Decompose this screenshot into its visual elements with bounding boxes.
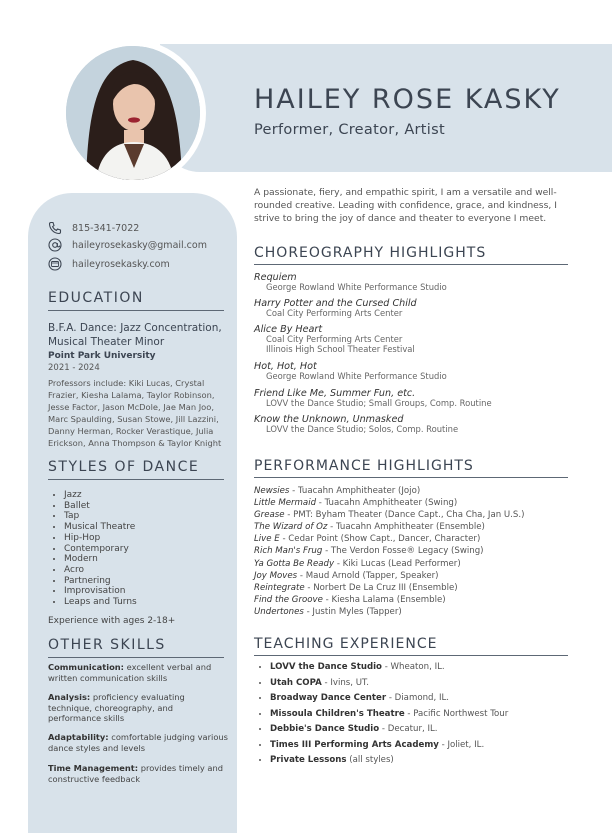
show-title: Rich Man's Frug — [254, 546, 323, 557]
skill-text: excellent verbal and written communication skills — [48, 662, 212, 683]
list-item: • Improvisation — [64, 586, 137, 597]
list-item — [254, 545, 574, 557]
email-address[interactable]: haileyrosekasky@gmail.com — [72, 239, 207, 251]
show-title: Find the Groove — [254, 594, 323, 605]
list-item — [254, 558, 574, 570]
list-item: • Modern — [64, 554, 137, 565]
phone-icon — [48, 221, 62, 235]
education-heading: EDUCATION — [48, 290, 144, 306]
teaching-list — [258, 660, 508, 769]
show-venue: - Cedar Point (Show Capt., Dancer, Character) — [279, 534, 481, 545]
piece-detail: George Rowland White Performance Studio — [266, 371, 447, 381]
teaching-place: Private Lessons — [270, 755, 347, 765]
list-item: • Partnering — [64, 576, 137, 587]
piece-detail: LOVV the Dance Studio; Solos, Comp. Routine — [266, 424, 459, 434]
performance-heading: PERFORMANCE HIGHLIGHTS — [254, 458, 474, 474]
list-item: • Tap — [64, 511, 137, 522]
show-title: Reintegrate — [254, 582, 305, 593]
choreography-item — [254, 272, 574, 293]
show-title: Joy Moves — [254, 570, 298, 581]
list-item — [254, 606, 574, 618]
piece-title: Hot, Hot, Hot — [254, 361, 317, 372]
list-item — [270, 676, 508, 692]
show-venue: - Justin Myles (Tapper) — [303, 606, 402, 617]
skill-time-management — [48, 763, 228, 784]
phone-number: 815-341-7022 — [72, 222, 140, 234]
list-item — [254, 509, 574, 521]
teaching-location: (all styles) — [346, 755, 394, 765]
styles-list — [52, 490, 137, 608]
show-venue: - Norbert De La Cruz III (Ensemble) — [304, 582, 458, 593]
teaching-heading: TEACHING EXPERIENCE — [254, 636, 438, 652]
show-venue: - Maud Arnold (Tapper, Speaker) — [297, 570, 439, 581]
skill-analysis — [48, 692, 228, 724]
contact-email — [48, 238, 207, 252]
profile-photo — [66, 46, 200, 180]
teaching-place: LOVV the Dance Studio — [270, 662, 382, 672]
choreography-divider — [254, 264, 568, 265]
teaching-place: Missoula Children's Theatre — [270, 708, 405, 719]
piece-detail: LOVV the Dance Studio; Small Groups, Comp. Routine — [266, 398, 492, 408]
skill-text: provides timely and constructive feedback — [48, 763, 224, 784]
show-venue: - Tuacahn Amphitheater (Ensemble) — [327, 522, 485, 533]
piece-title: Requiem — [254, 272, 297, 283]
list-item — [254, 521, 574, 533]
show-venue: - Kiki Lucas (Lead Performer) — [334, 558, 461, 569]
list-item — [254, 582, 574, 594]
show-title: Newsies — [254, 486, 290, 496]
list-item — [254, 594, 574, 606]
piece-title: Know the Unknown, Unmasked — [254, 414, 404, 425]
show-title: Grease — [254, 510, 285, 521]
email-at-icon — [48, 238, 62, 252]
contact-website — [48, 257, 170, 271]
list-item — [270, 707, 508, 723]
teaching-location: - Decatur, IL. — [379, 724, 438, 734]
teaching-location: - Ivins, UT. — [321, 677, 369, 688]
choreography-item — [254, 388, 574, 409]
skill-text: proficiency evaluating technique, choreography, and performance skills — [48, 692, 185, 723]
skill-label: Adaptability: — [48, 732, 109, 742]
list-item: • Acro — [64, 565, 137, 576]
skill-label: Time Management: — [48, 763, 139, 773]
list-item: • Musical Theatre — [64, 522, 137, 533]
choreography-heading: CHOREOGRAPHY HIGHLIGHTS — [254, 245, 487, 261]
piece-title: Friend Like Me, Summer Fun, etc. — [254, 388, 416, 399]
piece-detail: Coal City Performing Arts Center — [266, 334, 403, 344]
teaching-location: - Joliet, IL. — [438, 739, 485, 750]
teaching-location: - Pacific Northwest Tour — [404, 708, 509, 719]
teaching-place: Utah COPA — [270, 677, 322, 688]
list-item — [270, 722, 508, 738]
show-venue: - PMT: Byham Theater (Dance Capt., Cha Cha, Jan U.S.) — [284, 510, 525, 521]
show-title: Little Mermaid — [254, 498, 317, 509]
degree: B.F.A. Dance: Jazz Concentration, Musical Theater Minor — [48, 322, 222, 348]
piece-detail: Coal City Performing Arts Center — [266, 308, 403, 318]
education-divider — [48, 310, 224, 311]
list-item: • Contemporary — [64, 544, 137, 555]
list-item — [270, 691, 508, 707]
teaching-divider — [254, 655, 568, 656]
teaching-place: Times III Performing Arts Academy — [270, 739, 439, 750]
skill-adaptability — [48, 732, 228, 753]
piece-detail: Illinois High School Theater Festival — [266, 343, 415, 354]
show-venue: - Tuacahn Amphitheater (Swing) — [316, 498, 458, 509]
show-title: The Wizard of Oz — [254, 522, 328, 533]
candidate-name: HAILEY ROSE KASKY — [254, 84, 561, 115]
piece-title: Alice By Heart — [254, 324, 323, 335]
contact-phone — [48, 221, 139, 235]
show-title: Undertones — [254, 606, 304, 617]
list-item — [254, 570, 574, 582]
styles-heading: STYLES OF DANCE — [48, 459, 200, 475]
list-item: • Jazz — [64, 490, 137, 501]
tagline: Performer, Creator, Artist — [254, 122, 445, 138]
list-item — [254, 497, 574, 509]
website-icon — [48, 257, 62, 271]
piece-detail: George Rowland White Performance Studio — [266, 282, 447, 292]
skill-text: comfortable judging various dance styles and levels — [48, 732, 228, 753]
professors: Professors include: Kiki Lucas, Crystal Frazier, Kiesha Lalama, Taylor Robinson, Jesse Factor, Jason McDole, Jae Man Joo, Marc Spaulding, Susan Stowe, Jill Lazzini, Danny Herman, Rocker Verastique, Julia Erickson, Anna Thompson & Taylor Knight — [48, 378, 222, 448]
teaching-place: Broadway Dance Center — [270, 693, 387, 703]
list-item — [270, 660, 508, 676]
list-item: • Leaps and Turns — [64, 597, 137, 608]
choreography-item — [254, 298, 574, 319]
website-url[interactable]: haileyrosekasky.com — [72, 258, 170, 270]
skill-label: Analysis: — [48, 692, 91, 702]
show-title: Ya Gotta Be Ready — [254, 558, 335, 569]
list-item — [254, 485, 574, 497]
list-item — [270, 753, 508, 769]
styles-divider — [48, 479, 224, 480]
skills-heading: OTHER SKILLS — [48, 637, 166, 653]
skill-communication — [48, 662, 228, 683]
choreography-item — [254, 324, 574, 354]
show-venue: - Kiesha Lalama (Ensemble) — [322, 594, 446, 605]
choreography-item — [254, 361, 574, 382]
list-item: • Hip-Hop — [64, 533, 137, 544]
show-title: Live E — [254, 534, 280, 545]
teaching-location: - Diamond, IL. — [386, 693, 449, 703]
list-item: • Ballet — [64, 501, 137, 512]
intro-summary: A passionate, fiery, and empathic spirit, I am a versatile and well-rounded creative. Leading with confidence, grace, and kindness, I strive to bring the joy of dance and theater to everyone I meet. — [254, 187, 557, 225]
teaching-place: Debbie's Dance Studio — [270, 724, 380, 734]
list-item — [270, 738, 508, 754]
piece-title: Harry Potter and the Cursed Child — [254, 298, 417, 309]
skills-divider — [48, 657, 224, 658]
show-venue: - The Verdon Fosse® Legacy (Swing) — [322, 546, 484, 557]
skill-label: Communication: — [48, 662, 124, 672]
performance-list — [254, 485, 574, 618]
school-years: 2021 - 2024 — [48, 363, 100, 373]
performance-divider — [254, 477, 568, 478]
show-venue: - Tuacahn Amphitheater (Jojo) — [289, 486, 421, 496]
teaching-location: - Wheaton, IL. — [381, 662, 445, 672]
age-experience: Experience with ages 2-18+ — [48, 616, 176, 626]
school-name: Point Park University — [48, 351, 156, 361]
choreography-item — [254, 414, 574, 435]
list-item — [254, 533, 574, 545]
